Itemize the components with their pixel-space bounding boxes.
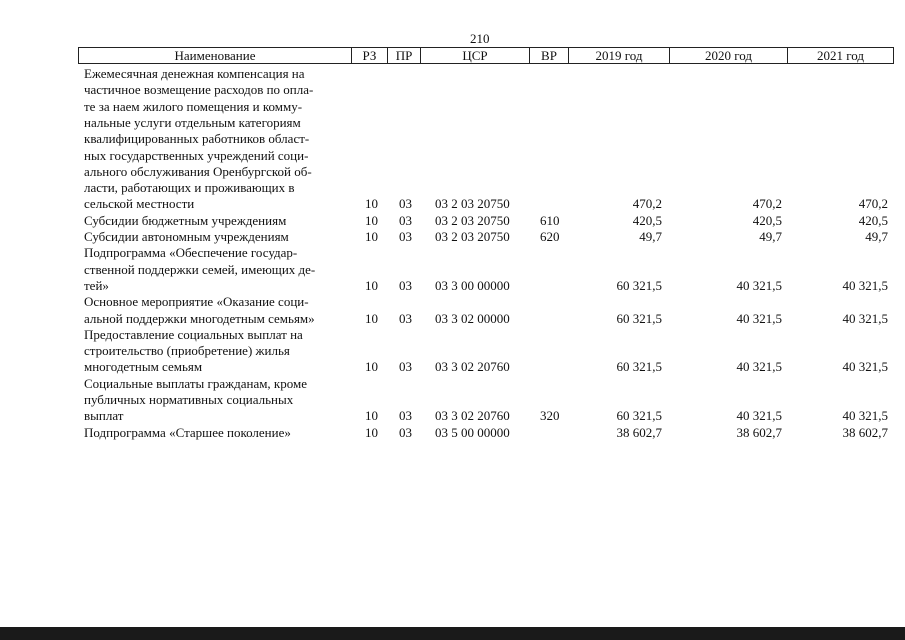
row-2020: 40 321,5 — [736, 359, 782, 375]
row-vr: 620 — [540, 229, 560, 244]
row-2020: 420,5 — [752, 212, 782, 228]
row-csr: 03 3 02 00000 — [435, 310, 510, 326]
row-name-line: строительство (приобретение) жилья — [84, 343, 290, 359]
row-vr: 610 — [540, 212, 560, 228]
row-csr: 03 3 02 20760 — [435, 359, 510, 375]
row-2021: 40 321,5 — [842, 310, 888, 326]
row-2019: 470,2 — [632, 196, 662, 212]
row-2020: 38 602,7 — [736, 424, 782, 440]
row-vr: 320 — [540, 408, 560, 424]
row-name-line: ных государственных учреждений соци- — [84, 147, 309, 163]
row-pr: 03 — [399, 359, 412, 375]
row-name-line: многодетным семьям — [84, 359, 203, 375]
row-name-line: Подпрограмма «Обеспечение государ- — [84, 245, 298, 261]
row-pr: 03 — [399, 277, 412, 293]
row-name-line: Ежемесячная денежная компенсация на — [84, 66, 305, 81]
header-vr: ВР — [529, 47, 569, 64]
row-rz: 10 — [365, 408, 378, 424]
row-rz: 10 — [365, 212, 378, 228]
row-rz: 10 — [365, 277, 378, 293]
row-name-line: публичных нормативных социальных — [84, 392, 294, 407]
header-2021: 2021 год — [787, 47, 894, 64]
row-csr: 03 5 00 00000 — [435, 424, 510, 440]
header-csr: ЦСР — [420, 47, 530, 64]
header-pr: ПР — [387, 47, 421, 64]
row-name-line: Основное мероприятие «Оказание соци- — [84, 294, 309, 310]
row-2019: 60 321,5 — [616, 310, 662, 326]
row-2021: 38 602,7 — [842, 424, 888, 440]
row-pr: 03 — [399, 196, 412, 212]
row-2021: 40 321,5 — [842, 408, 888, 424]
row-rz: 10 — [365, 424, 378, 440]
row-2019: 420,5 — [632, 212, 662, 228]
row-pr: 03 — [399, 229, 412, 244]
row-rz: 10 — [365, 359, 378, 375]
row-2021: 420,5 — [858, 212, 888, 228]
row-csr: 03 2 03 20750 — [435, 196, 510, 212]
row-name-line: альной поддержки многодетным семьям» — [84, 310, 315, 326]
header-2020: 2020 год — [669, 47, 788, 64]
table-header — [78, 47, 893, 64]
row-name-line: ального обслуживания Оренбургской об- — [84, 163, 312, 179]
row-pr: 03 — [399, 424, 412, 440]
row-pr: 03 — [399, 212, 412, 228]
row-csr: 03 2 03 20750 — [435, 212, 510, 228]
header-rz: РЗ — [351, 47, 388, 64]
row-name-line: те за наем жилого помещения и комму- — [84, 98, 303, 114]
row-csr: 03 3 02 20760 — [435, 408, 510, 424]
row-name-line: тей» — [84, 277, 109, 293]
row-2021: 49,7 — [865, 229, 888, 244]
row-name-line: ственной поддержки семей, имеющих де- — [84, 261, 316, 277]
row-name-line: Субсидии автономным учреждениям — [84, 229, 289, 244]
row-name-line: Подпрограмма «Старшее поколение» — [84, 424, 291, 440]
row-rz: 10 — [365, 196, 378, 212]
row-2021: 470,2 — [858, 196, 888, 212]
row-name-line: нальные услуги отдельным категориям — [84, 114, 301, 130]
row-2020: 49,7 — [759, 229, 782, 244]
row-name-line: квалифицированных работников област- — [84, 131, 310, 147]
row-name-line: Субсидии бюджетным учреждениям — [84, 212, 287, 228]
row-name-line: Социальные выплаты гражданам, кроме — [84, 375, 307, 391]
row-2020: 40 321,5 — [736, 408, 782, 424]
row-2021: 40 321,5 — [842, 359, 888, 375]
page-bottom-edge — [0, 627, 905, 640]
row-2019: 38 602,7 — [616, 424, 662, 440]
row-name-line: сельской местности — [84, 196, 195, 212]
row-rz: 10 — [365, 310, 378, 326]
row-2019: 49,7 — [639, 229, 662, 244]
row-name-line: Предоставление социальных выплат на — [84, 326, 303, 342]
row-2019: 60 321,5 — [616, 277, 662, 293]
row-pr: 03 — [399, 408, 412, 424]
header-name: Наименование — [78, 47, 352, 64]
page-number: 210 — [470, 31, 490, 46]
row-2019: 60 321,5 — [616, 359, 662, 375]
row-2020: 40 321,5 — [736, 310, 782, 326]
row-pr: 03 — [399, 310, 412, 326]
row-name-line: выплат — [84, 408, 124, 424]
row-2021: 40 321,5 — [842, 277, 888, 293]
row-csr: 03 3 00 00000 — [435, 277, 510, 293]
header-2019: 2019 год — [568, 47, 670, 64]
row-2019: 60 321,5 — [616, 408, 662, 424]
row-name-line: ласти, работающих и проживающих в — [84, 180, 295, 196]
row-csr: 03 2 03 20750 — [435, 229, 510, 244]
row-name-line: частичное возмещение расходов по опла- — [84, 82, 314, 98]
row-rz: 10 — [365, 229, 378, 244]
row-2020: 470,2 — [752, 196, 782, 212]
row-2020: 40 321,5 — [736, 277, 782, 293]
